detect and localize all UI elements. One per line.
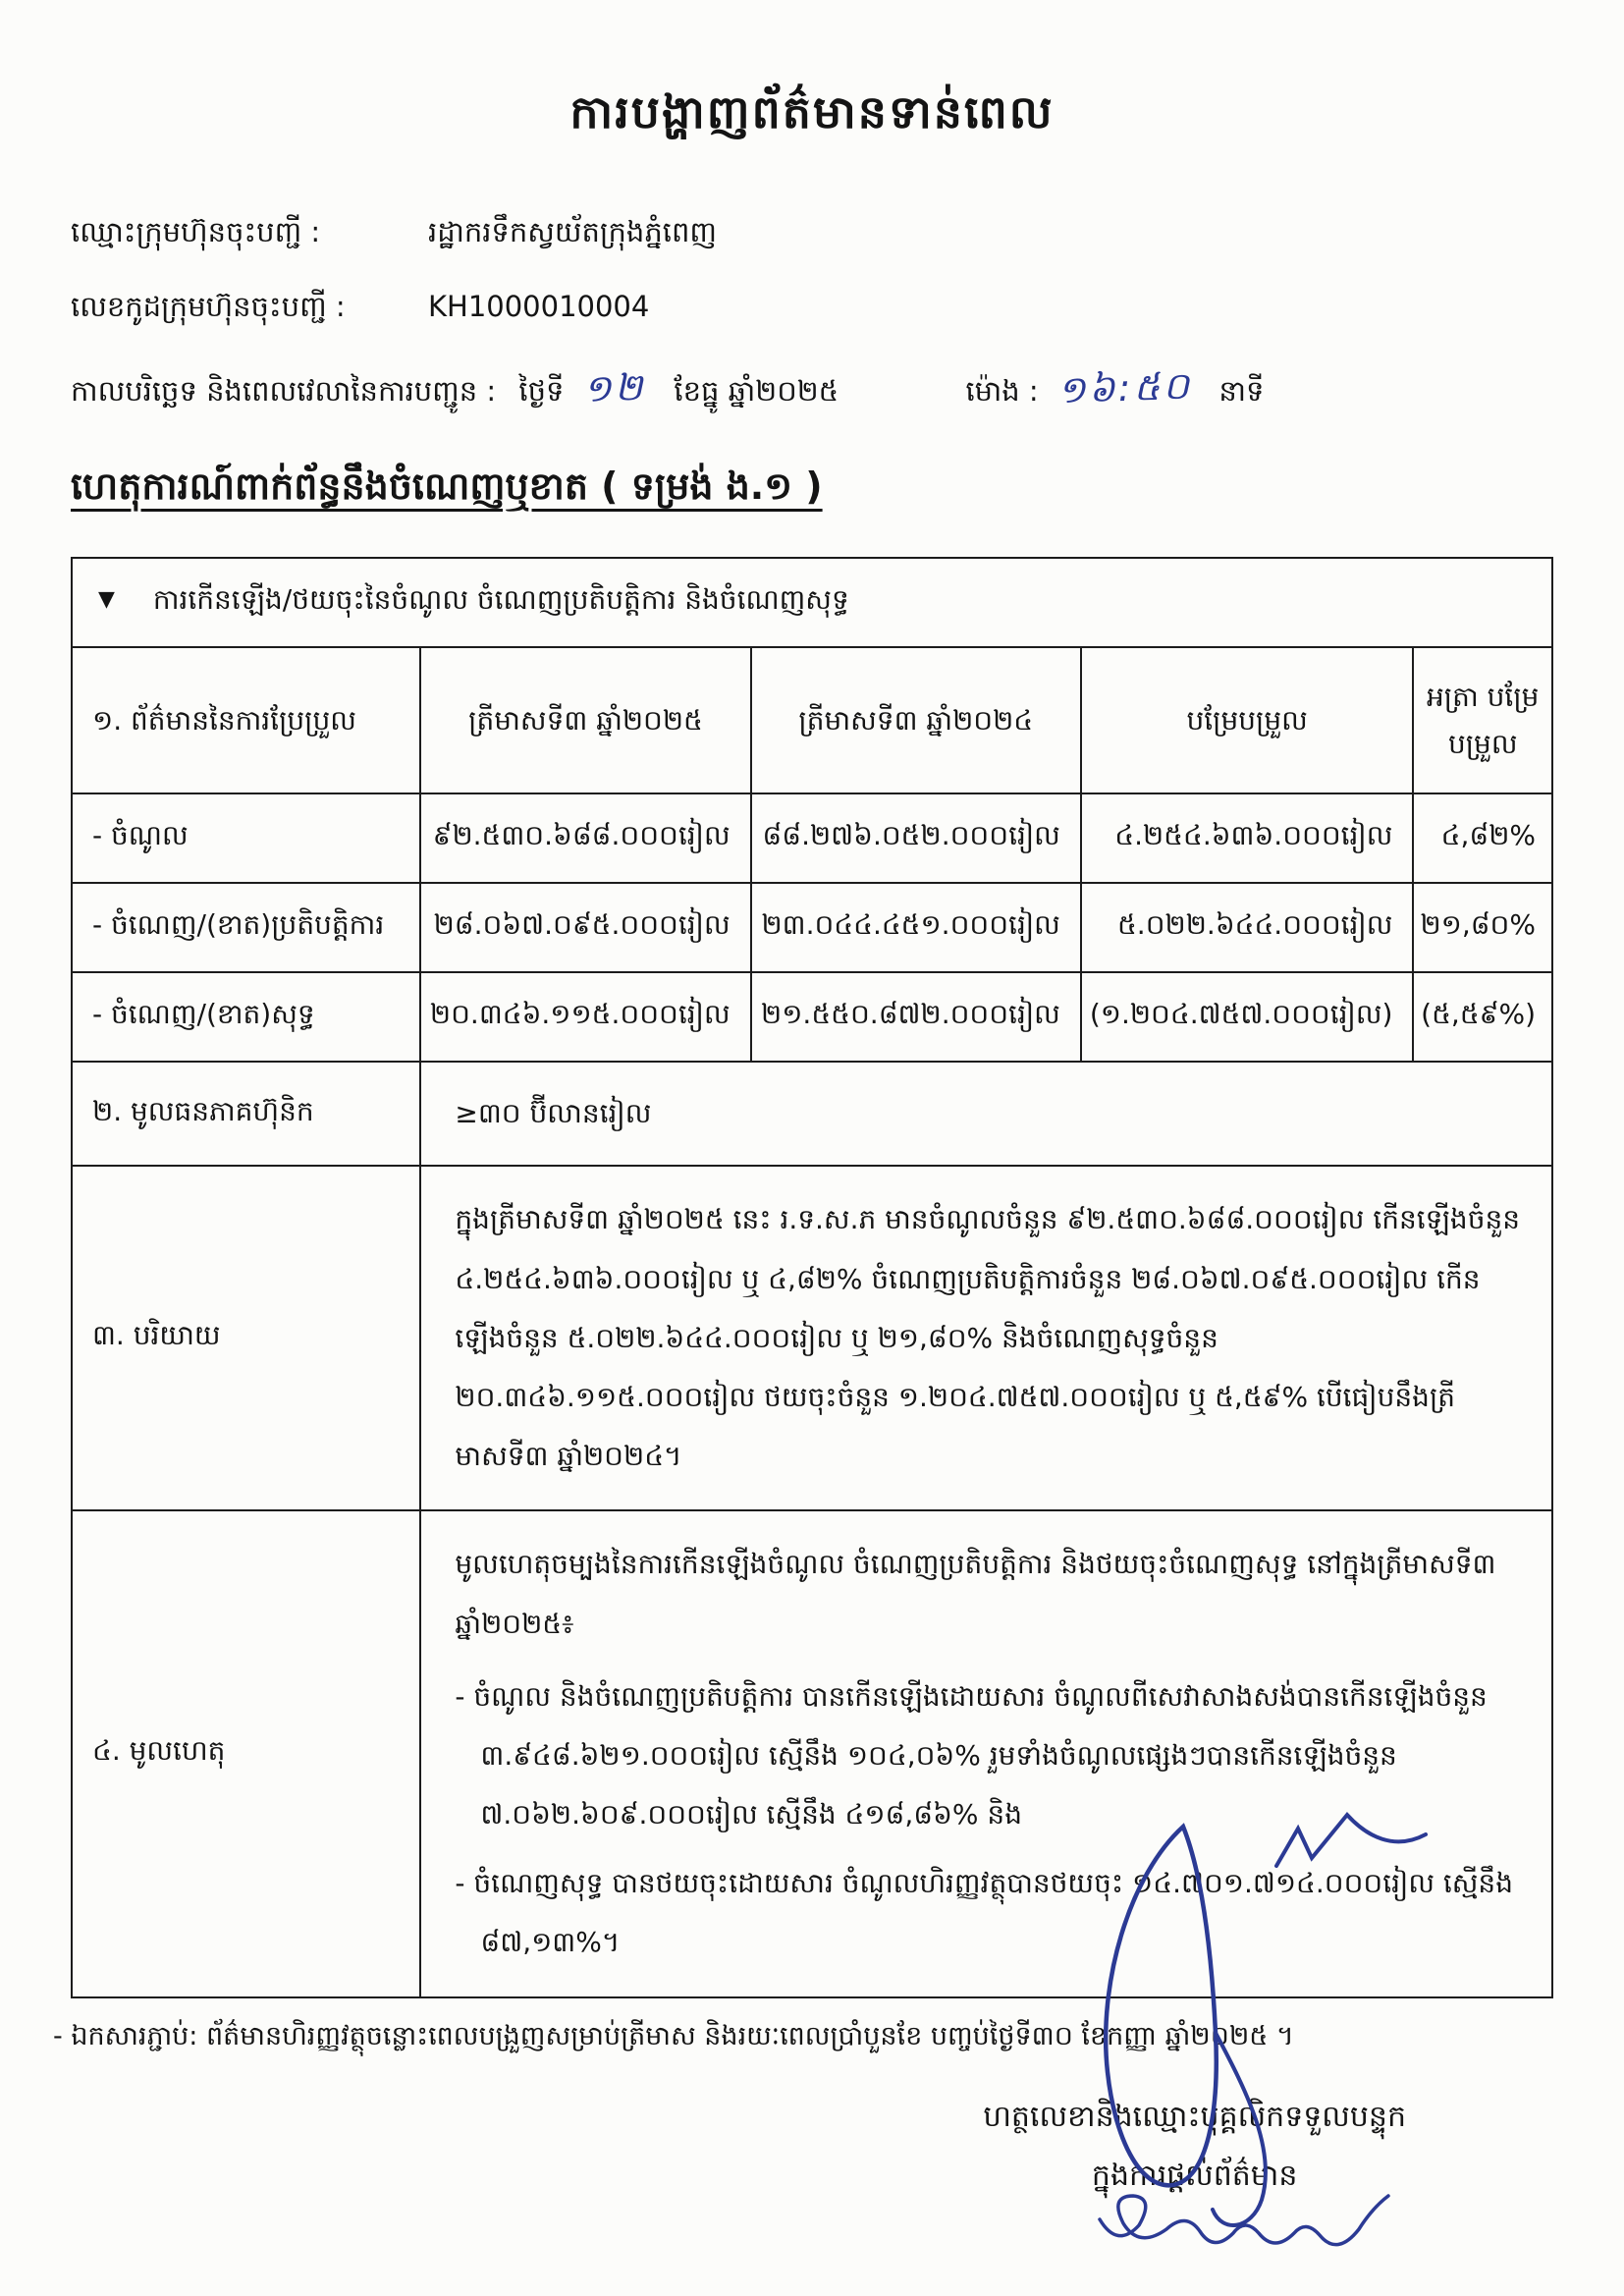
company-code-line [71,290,1553,331]
time-unit: នាទី [1218,374,1265,408]
company-name-label: ឈ្មោះក្រុមហ៊ុនចុះបញ្ជី : [71,215,321,248]
table-row-reason [72,1510,1552,1996]
section-title: ហេតុការណ៍ពាក់ព័ន្ធនឹងចំណេញឬខាត ( ទម្រង់ ង.១ ) [71,465,823,508]
header-info-block [71,215,1553,419]
reason-label: ៤. មូលហេតុ [72,1510,420,1996]
row-q3-2025-value: ៩២.៥៣០.៦៨៨.០០០រៀល [420,793,750,883]
row-q3-2024-value: ២៣.០៤៤.៤៥១.០០០រៀល [751,883,1081,972]
description-label: ៣. បរិយាយ [72,1166,420,1510]
table-row-operating-profit [72,883,1552,972]
row-change-value: ៤.២៥៤.៦៣៦.០០០រៀល [1081,793,1414,883]
company-code-value: KH1000010004 [428,290,650,323]
col-header-change: បម្រែបម្រួល [1081,647,1414,793]
company-name-line [71,215,1553,256]
row-change-value: ៥.០២២.៦៤៤.០០០រៀល [1081,883,1414,972]
col-header-q3-2025: ត្រីមាសទី៣ ឆ្នាំ២០២៥ [420,647,750,793]
banner-row [72,558,1552,647]
equity-value: ≥៣០ ប៊ីលានរៀល [420,1062,1552,1166]
row-q3-2025-value: ២០.៣៤៦.១១៥.០០០រៀល [420,972,750,1062]
row-label: - ចំណូល [72,793,420,883]
company-name-value: រដ្ឋាករទឹកស្វយ័តក្រុងភ្នំពេញ [428,215,717,248]
signature-caption-line1: ហត្ថលេខានិងឈ្មោះបុគ្គលិកទទួលបន្ទុក [983,2099,1406,2134]
row-q3-2024-value: ៨៨.២៧៦.០៥២.០០០រៀល [751,793,1081,883]
company-code-label: លេខកូដក្រុមហ៊ុនចុះបញ្ជី : [71,290,346,323]
row-label: - ចំណេញ/(ខាត)ប្រតិបត្តិការ [72,883,420,972]
row-q3-2025-value: ២៨.០៦៧.០៩៥.០០០រៀល [420,883,750,972]
col-header-rate: អត្រា បម្រែបម្រួល [1413,647,1552,793]
reason-intro: មូលហេតុចម្បងនៃការកើនឡើងចំណូល ចំណេញប្រតិបត្តិការ និងថយចុះចំណេញសុទ្ធ នៅក្នុងត្រីមាសទី៣ ឆ្នាំ២០២៥៖ [455,1548,1496,1640]
day-label: ថ្ងៃទី [518,374,565,408]
row-rate-value: ៤,៨២% [1413,793,1552,883]
signature-block [983,2088,1406,2206]
time-label: ម៉ោង : [965,374,1039,408]
equity-label: ២. មូលធនភាគហ៊ុនិក [72,1062,420,1166]
table-row-equity [72,1062,1552,1166]
triangle-marker-icon: ▼ [98,587,115,612]
signature-caption-line2: ក្នុងការផ្តល់ព័ត៌មាន [1091,2158,1298,2193]
row-change-value: (១.២០៤.៧៥៧.០០០រៀល) [1081,972,1414,1062]
datetime-label: កាលបរិច្ឆេទ និងពេលវេលានៃការបញ្ជូន : [71,374,497,408]
submission-datetime-line [71,364,1553,419]
col-header-info: ១. ព័ត៌មាននៃការប្រែប្រួល [72,647,420,793]
page-title: ការបង្ហាញព័ត៌មានទាន់ពេល [569,85,1055,138]
row-rate-value: ២១,៨០% [1413,883,1552,972]
banner-text: ការកើនឡើង/ថយចុះនៃចំណូល ចំណេញប្រតិបត្តិការ និងចំណេញសុទ្ធ [152,583,849,616]
month-year: ខែធ្នូ ឆ្នាំ២០២៥ [674,374,839,408]
table-row-net-profit [72,972,1552,1062]
row-label: - ចំណេញ/(ខាត)សុទ្ធ [72,972,420,1062]
handwritten-time: ១៦:៥០ [1056,363,1193,412]
reason-bullet-1: - ចំណូល និងចំណេញប្រតិបត្តិការ បានកើនឡើងដោយសារ ចំណូលពីសេវាសាងសង់បានកើនឡើងចំនួន ៣.៩៤៨.៦២១.០០០រៀល ស្មើនឹង ១០៤,០៦% រួមទាំងចំណូលផ្សេងៗបានកើនឡើងចំនួន ៧.០៦២.៦០៩.០០០រៀល ស្មើនឹង ៤១៨,៨៦% និង [455,1679,1488,1831]
header-row [72,647,1552,793]
attachment-footnote: - ឯកសារភ្ជាប់: ព័ត៌មានហិរញ្ញវត្ថុចន្លោះពេលបង្រួញសម្រាប់ត្រីមាស និងរយៈពេលប្រាំបួនខែ បញ្ចប់ថ្ងៃទី៣០ ខែកញ្ញា ឆ្នាំ២០២៥ ។ [53,2020,1294,2051]
row-q3-2024-value: ២១.៥៥០.៨៧២.០០០រៀល [751,972,1081,1062]
description-text: ក្នុងត្រីមាសទី៣ ឆ្នាំ២០២៥ នេះ រ.ទ.ស.ភ មានចំណូលចំនួន ៩២.៥៣០.៦៨៨.០០០រៀល កើនឡើងចំនួន ៤.២៥៤.៦៣៦.០០០រៀល ឬ ៤,៨២% ចំណេញប្រតិបត្តិការចំនួន ២៨.០៦៧.០៩៥.០០០រៀល កើនឡើងចំនួន ៥.០២២.៦៤៤.០០០រៀល ឬ ២១,៨០% និងចំណេញសុទ្ធចំនួន ២០.៣៤៦.១១៥.០០០រៀល ថយចុះចំនួន ១.២០៤.៧៥៧.០០០រៀល ឬ ៥,៥៩% បើធៀបនឹងត្រីមាសទី៣ ឆ្នាំ២០២៤។ [420,1166,1552,1510]
profit-loss-table [71,557,1553,1998]
handwritten-day: ១២ [581,364,646,411]
reason-bullet-2: - ចំណេញសុទ្ធ បានថយចុះដោយសារ ចំណូលហិរញ្ញវត្ថុបានថយចុះ ១៤.៧០១.៧១៤.០០០រៀល ស្មើនឹង ៨៧,១៣%។ [455,1867,1513,1959]
table-row-description [72,1166,1552,1510]
row-rate-value: (៥,៥៩%) [1413,972,1552,1062]
col-header-q3-2024: ត្រីមាសទី៣ ឆ្នាំ២០២៤ [751,647,1081,793]
table-row-revenue [72,793,1552,883]
